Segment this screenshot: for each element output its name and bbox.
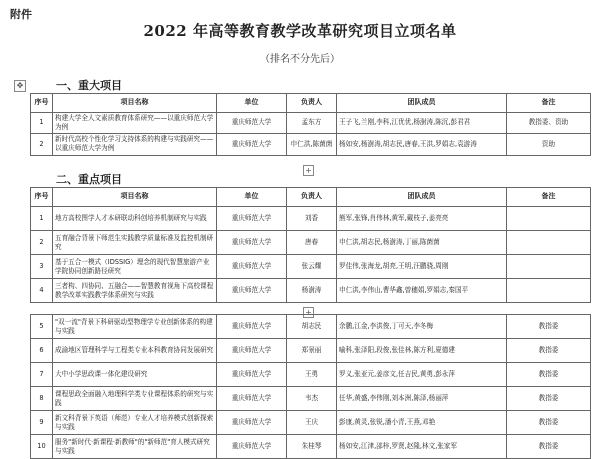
cell-note: 教指委: [507, 315, 591, 339]
cell-lead: 胡志民: [287, 315, 337, 339]
cell-lead: 杨澍涛: [287, 279, 337, 303]
header-no: 序号: [31, 188, 53, 207]
cell-lead: 郑景丽: [287, 339, 337, 363]
cell-unit: 重庆师范大学: [217, 411, 287, 435]
table-header-row: [31, 94, 591, 113]
cell-team: 喻科,张泽阳,段俊,张佳林,陈方利,夏德建: [337, 339, 507, 363]
cell-no: 1: [31, 207, 53, 231]
cell-no: 9: [31, 411, 53, 435]
section-heading-major: 一、重大项目: [56, 79, 122, 92]
add-row-icon[interactable]: +: [303, 307, 314, 318]
cell-note: [507, 207, 591, 231]
cell-note: 教指委: [507, 411, 591, 435]
table-row: [31, 315, 591, 339]
cell-no: 2: [31, 133, 53, 155]
cell-lead: 张云耀: [287, 255, 337, 279]
cell-no: 6: [31, 339, 53, 363]
cell-name: "双一流"背景下科研驱动型物理学专业创新体系的构建与实践: [53, 315, 217, 339]
header-note: 备注: [507, 188, 591, 207]
table-row: [31, 411, 591, 435]
cell-unit: 重庆师范大学: [217, 279, 287, 303]
cell-no: 7: [31, 363, 53, 387]
cell-team: 彭康,黄灵,张锐,潘小青,王燕,邓艳: [337, 411, 507, 435]
header-name: 项目名称: [53, 188, 217, 207]
cell-unit: 重庆师范大学: [217, 207, 287, 231]
cell-team: 王子飞,兰刚,李科,江优优,杨澍涛,陈沉,彭君君: [337, 113, 507, 134]
cell-lead: 孟东方: [287, 113, 337, 134]
header-team: 团队成员: [337, 188, 507, 207]
cell-no: 1: [31, 113, 53, 134]
cell-name: 地方高校图学人才本研联动科创培养机制研究与实践: [53, 207, 217, 231]
cell-unit: 重庆师范大学: [217, 339, 287, 363]
header-note: 备注: [507, 94, 591, 113]
table-row: [31, 363, 591, 387]
cell-note: [507, 279, 591, 303]
table-row: [31, 231, 591, 255]
table-row: [31, 279, 591, 303]
cell-note: 教指委: [507, 363, 591, 387]
header-name: 项目名称: [53, 94, 217, 113]
cell-note: [507, 255, 591, 279]
cell-note: 教指委、资助: [507, 113, 591, 134]
document-title: 2022 年高等教育教学改革研究项目立项名单: [143, 22, 457, 40]
cell-unit: 重庆师范大学: [217, 387, 287, 411]
cell-lead: 唐春: [287, 231, 337, 255]
header-team: 团队成员: [337, 94, 507, 113]
cell-team: 任华,黄盛,李伟刚,刘本洲,陈泽,杨丽萍: [337, 387, 507, 411]
cell-name: 三者构、四协同、五融合——智慧教育视角下高校课程教学改革实践教学体系研究与实践: [53, 279, 217, 303]
table-row: [31, 113, 591, 134]
cell-lead: 申仁洪,陈菌菌: [287, 133, 337, 155]
cell-lead: 韦杰: [287, 387, 337, 411]
section-heading-key: 二、重点项目: [56, 173, 122, 186]
key-projects-table-continued: [30, 314, 591, 459]
add-row-icon[interactable]: +: [303, 165, 314, 176]
header-no: 序号: [31, 94, 53, 113]
header-lead: 负责人: [287, 94, 337, 113]
cell-name: 基于五合一模式（IDSSIG）理念的现代智慧旅游产业学院协同创新路径研究: [53, 255, 217, 279]
cell-no: 5: [31, 315, 53, 339]
table-row: [31, 133, 591, 155]
cell-team: 罗义,张亚元,姜彦文,任吉民,黄勇,彭永萍: [337, 363, 507, 387]
cell-name: 大中小学思政课一体化建设研究: [53, 363, 217, 387]
cell-name: 成渝地区管理科学与工程类专业本科教育协同发展研究: [53, 339, 217, 363]
cell-lead: 刘香: [287, 207, 337, 231]
key-projects-table: [30, 187, 591, 303]
cell-unit: 重庆师范大学: [217, 231, 287, 255]
header-unit: 单位: [217, 188, 287, 207]
cell-note: 教指委: [507, 387, 591, 411]
cell-team: 杨如安,江津,邵梓,罗贤,赵隆,林文,张家军: [337, 435, 507, 459]
cell-lead: 王庆: [287, 411, 337, 435]
cell-team: 余鹏,江金,李洪俊,丁可天,李冬梅: [337, 315, 507, 339]
table-header-row: [31, 188, 591, 207]
table-row: [31, 207, 591, 231]
header-lead: 负责人: [287, 188, 337, 207]
cell-no: 10: [31, 435, 53, 459]
cell-unit: 重庆师范大学: [217, 363, 287, 387]
cell-unit: 重庆师范大学: [217, 113, 287, 134]
table-row: [31, 435, 591, 459]
cell-name: 构建大学全人文素质教育体系研究——以重庆师范大学为例: [53, 113, 217, 134]
cell-team: 申仁洪,胡志民,杨澍涛,丁丽,陈菌菌: [337, 231, 507, 255]
cell-note: 教指委: [507, 339, 591, 363]
cell-team: 熊军,张锋,肖伟林,黄军,戴枝子,姜亮亮: [337, 207, 507, 231]
table-row: [31, 339, 591, 363]
cell-no: 2: [31, 231, 53, 255]
cell-no: 8: [31, 387, 53, 411]
cell-unit: 重庆师范大学: [217, 435, 287, 459]
table-move-handle-icon[interactable]: ✥: [14, 80, 26, 92]
cell-no: 3: [31, 255, 53, 279]
cell-name: 新文科背景下英语（师范）专业人才培养模式创新探索与实践: [53, 411, 217, 435]
cell-note: [507, 231, 591, 255]
cell-note: 资助: [507, 133, 591, 155]
cell-name: 课程思政全面融入地理科学类专业课程体系的研究与实践: [53, 387, 217, 411]
cell-name: 五育融合背景下师范生实践教学质量标准及监控机制研究: [53, 231, 217, 255]
cell-lead: 王勇: [287, 363, 337, 387]
table-row: [31, 387, 591, 411]
cell-no: 4: [31, 279, 53, 303]
attachment-label: 附件: [10, 8, 32, 21]
cell-team: 罗佳伟,张海龙,胡亮,王明,汪鹏骁,周刚: [337, 255, 507, 279]
table-row: [31, 255, 591, 279]
cell-name: 新时代高校个性化学习支持体系的构建与实践研究——以重庆师范大学为例: [53, 133, 217, 155]
cell-team: 杨如安,杨澍涛,胡志民,唐春,王洪,罗娟志,袁游涛: [337, 133, 507, 155]
document-subtitle: （排名不分先后）: [260, 54, 340, 65]
cell-lead: 朱桂琴: [287, 435, 337, 459]
cell-unit: 重庆师范大学: [217, 315, 287, 339]
cell-name: 服务"新时代·新课程·新教师"的"新师范"育人模式研究与实践: [53, 435, 217, 459]
header-unit: 单位: [217, 94, 287, 113]
cell-unit: 重庆师范大学: [217, 255, 287, 279]
cell-note: 教指委: [507, 435, 591, 459]
cell-unit: 重庆师范大学: [217, 133, 287, 155]
major-projects-table: [30, 93, 591, 156]
cell-team: 申仁洪,李伟山,曹华鑫,曾穗娟,罗娟志,秦国平: [337, 279, 507, 303]
